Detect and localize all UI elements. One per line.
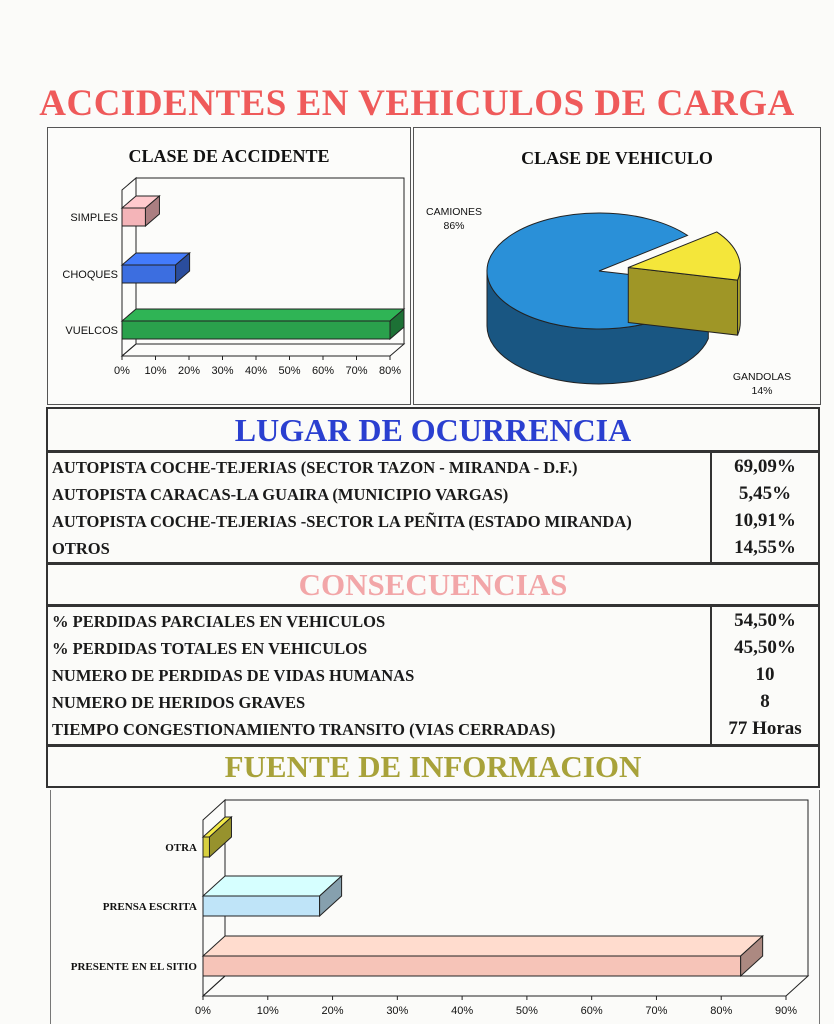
table-value: 14,55% (734, 537, 796, 558)
lugar-labels (48, 453, 712, 562)
clase-vehiculo-title: CLASE DE VEHICULO (521, 148, 713, 168)
consecuencias-header: CONSECUENCIAS (46, 563, 820, 606)
table-row: NUMERO DE PERDIDAS DE VIDAS HUMANAS (52, 666, 415, 685)
chart-floor (122, 344, 404, 356)
x-tick-label: 50% (278, 365, 301, 377)
lugar-table (46, 451, 820, 564)
x-tick-label: 80% (710, 1005, 733, 1017)
category-label: VUELCOS (65, 325, 118, 337)
clase-vehiculo-chart (414, 128, 820, 404)
x-tick-label: 60% (580, 1005, 603, 1017)
table-value: 77 Horas (728, 718, 802, 739)
clase-accidente-panel (47, 127, 411, 405)
x-tick-label: 0% (195, 1005, 211, 1017)
x-tick-label: 90% (774, 1005, 798, 1017)
consecuencias-values (712, 607, 818, 744)
fuente-chart (51, 790, 819, 1024)
table-value: 8 (760, 691, 770, 712)
x-tick-label: 30% (386, 1005, 409, 1017)
x-tick-label: 30% (211, 365, 234, 377)
clase-vehiculo-panel (413, 127, 821, 405)
bar-top (122, 309, 404, 321)
bar (122, 265, 176, 283)
bar (122, 208, 145, 226)
pie-percent: 14% (751, 385, 773, 397)
consecuencias-table (46, 605, 820, 746)
bar (203, 956, 741, 976)
clase-accidente-chart (48, 172, 410, 402)
x-tick-label: 40% (244, 365, 268, 377)
category-label: OTRA (165, 842, 197, 854)
table-row: AUTOPISTA COCHE-TEJERIAS -SECTOR LA PEÑITA (ESTADO MIRANDA) (52, 512, 632, 531)
bar-top (203, 936, 763, 956)
bar (203, 837, 209, 857)
table-row: AUTOPISTA CARACAS-LA GUAIRA (MUNICIPIO VARGAS) (52, 485, 509, 504)
consecuencias-labels (48, 607, 712, 744)
x-tick-label: 10% (256, 1005, 279, 1017)
x-tick-label: 50% (515, 1005, 538, 1017)
table-row: NUMERO DE HERIDOS GRAVES (52, 693, 306, 712)
clase-accidente-title: CLASE DE ACCIDENTE (128, 146, 330, 166)
x-tick-label: 70% (645, 1005, 668, 1017)
table-row: OTROS (52, 539, 110, 558)
x-tick-label: 70% (345, 365, 368, 377)
x-tick-label: 80% (378, 365, 402, 377)
table-value: 10,91% (734, 510, 796, 531)
table-row: % PERDIDAS PARCIALES EN VEHICULOS (52, 612, 386, 631)
table-value: 69,09% (734, 456, 796, 477)
x-tick-label: 20% (321, 1005, 344, 1017)
category-label: PRENSA ESCRITA (102, 901, 197, 913)
x-tick-label: 40% (451, 1005, 474, 1017)
table-row: TIEMPO CONGESTIONAMIENTO TRANSITO (VIAS CERRADAS) (52, 720, 556, 739)
fuente-panel (50, 790, 820, 1024)
table-row: % PERDIDAS TOTALES EN VEHICULOS (52, 639, 368, 658)
table-value: 54,50% (734, 610, 796, 631)
bar (203, 896, 320, 916)
category-label: PRESENTE EN EL SITIO (70, 961, 197, 973)
x-tick-label: 20% (177, 365, 201, 377)
fuente-header: FUENTE DE INFORMACION (46, 745, 820, 788)
page-title: ACCIDENTES EN VEHICULOS DE CARGA (39, 83, 795, 124)
category-label: CHOQUES (62, 269, 118, 281)
table-row: AUTOPISTA COCHE-TEJERIAS (SECTOR TAZON - MIRANDA - D.F.) (52, 458, 578, 477)
pie-label: GANDOLAS (732, 371, 792, 383)
x-tick-label: 10% (144, 365, 167, 377)
pie-label: CAMIONES (425, 206, 483, 218)
table-value: 5,45% (738, 483, 792, 504)
bar (122, 321, 390, 339)
bar-top (203, 876, 342, 896)
category-label: SIMPLES (70, 212, 118, 224)
x-tick-label: 60% (311, 365, 335, 377)
lugar-values (712, 453, 818, 562)
pie-percent: 86% (443, 220, 465, 232)
table-value: 10 (755, 664, 775, 685)
table-value: 45,50% (734, 637, 796, 658)
chart-floor (203, 976, 808, 996)
lugar-header: LUGAR DE OCURRENCIA (46, 407, 820, 452)
x-tick-label: 0% (114, 365, 130, 377)
